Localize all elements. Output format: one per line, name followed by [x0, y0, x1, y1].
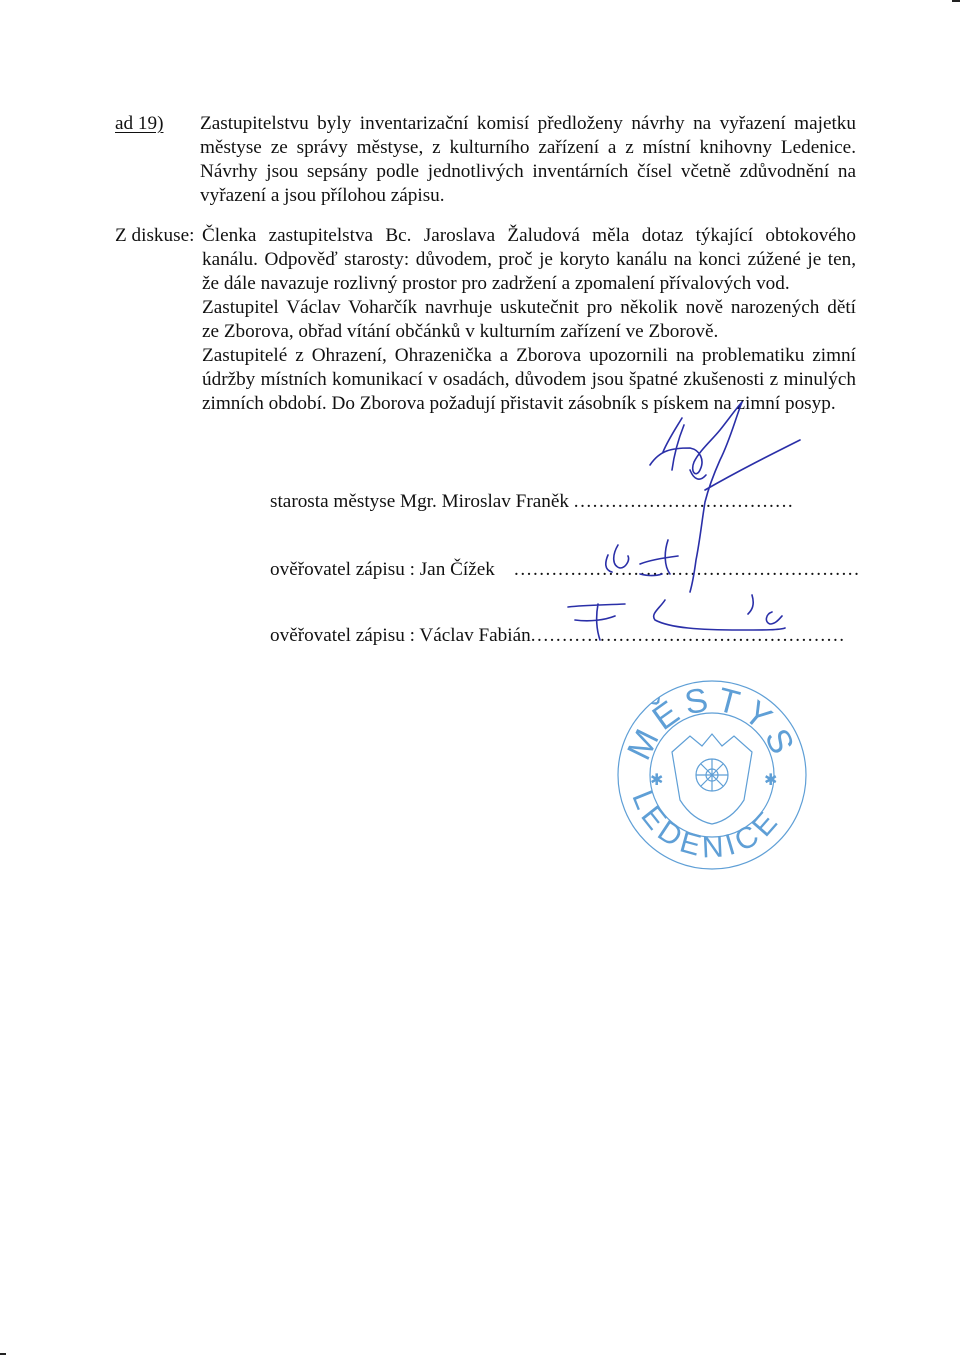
discussion-line: údržby místních komunikací v osadách, důvodem jsou špatné zkušenosti z minulých — [202, 369, 856, 390]
star-icon: ✱ — [764, 770, 778, 789]
scan-edge-mark — [952, 0, 960, 2]
discussion-line: že dále navazuje rozlivný prostor pro zadržení a zpomalení přívalových vod. — [202, 273, 790, 294]
signature-dots: ................................... — [573, 491, 795, 512]
discussion-line: Zastupitel Václav Voharčík navrhuje uskutečnit pro několik nově narozených dětí — [202, 297, 856, 318]
svg-text:MĚSTYS — [620, 680, 804, 766]
star-icon: ✱ — [650, 770, 664, 789]
signature-dots: ....................................................... — [514, 559, 861, 580]
item-number: ad 19) — [115, 113, 164, 134]
svg-text:LEDENICE — [625, 786, 787, 865]
verifier1-label: ověřovatel zápisu : Jan Čížek — [270, 559, 495, 580]
discussion-line: Zastupitelé z Ohrazení, Ohrazenička a Zborova upozornili na problematiku zimní — [202, 345, 856, 366]
discussion-label: Z diskuse: — [115, 225, 195, 246]
stamp-top-text: MĚSTYS — [620, 679, 804, 766]
stamp-bottom-text: LEDENICE — [625, 785, 788, 865]
signature-dots: .................................................. — [530, 625, 846, 646]
item-line: vyřazení a jsou přílohou zápisu. — [200, 185, 445, 206]
item-line: Zastupitelstvu byly inventarizační komisí předloženy návrhy na vyřazení majetku — [200, 113, 856, 134]
mayor-label: starosta městyse Mgr. Miroslav Franěk — [270, 491, 569, 512]
scan-edge-mark — [0, 1353, 6, 1355]
verifier2-label: ověřovatel zápisu : Václav Fabián — [270, 625, 531, 646]
discussion-line: Členka zastupitelstva Bc. Jaroslava Žaludová měla dotaz týkající obtokového — [202, 225, 856, 246]
item-line: městyse ze správy městyse, z kulturního zařízení a z místní knihovny Ledenice. — [200, 137, 856, 158]
discussion-line: ze Zborova, obřad vítání občánků v kulturním zařízení ve Zborově. — [202, 321, 719, 342]
item-line: Návrhy jsou sepsány podle jednotlivých inventárních čísel včetně zdůvodnění na — [200, 161, 856, 182]
discussion-line: kanálu. Odpověď starosty: důvodem, proč je koryto kanálu na konci zúžené je ten, — [202, 249, 856, 270]
discussion-line: zimních období. Do Zborova požadují přistavit zásobník s pískem na zimní posyp. — [202, 393, 836, 414]
